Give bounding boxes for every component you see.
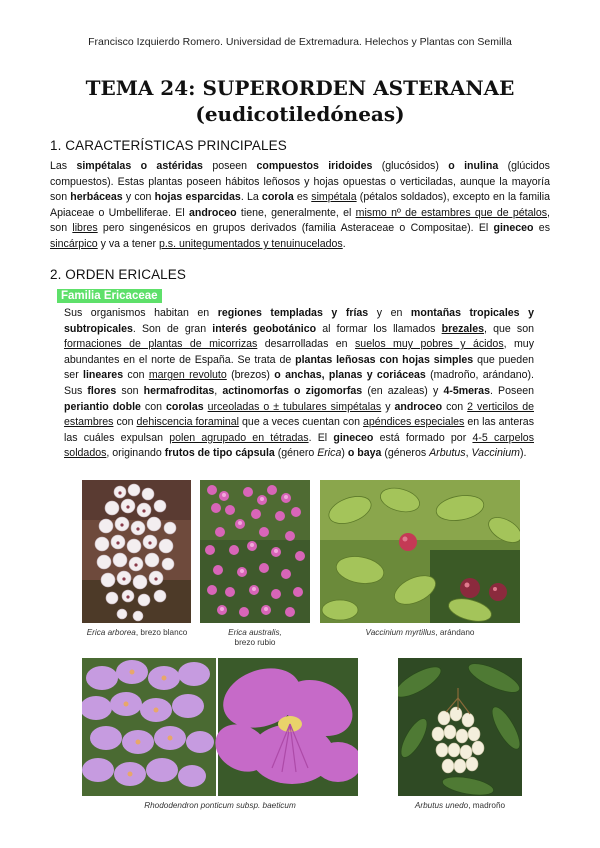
- section-1-paragraph: Las simpétalas o astéridas poseen compuestos iridoides (glucósidos) o inulina (glúcidos compuestos). Estas plantas poseen hábitos leñosos y hojas opuestas o verticiladas, aunque la mayoría son herbáceas y con hojas esparcidas. La corola es simpétala (pétalos soldados), excepto en la familia Apiaceae o Umbelliferae. El androceo tiene, generalmente, el mismo nº de estambres que de pétalos, son libres pero singenésicos en grupos derivados (familia Asteraceae o Compositae). El gineceo es sincárpico y va a tener p.s. unitegumentados y tenuinucelados.: [50, 160, 550, 250]
- photo-rhododendron-ponticum: [82, 658, 358, 796]
- family-label: Familia Ericaceae: [57, 289, 162, 303]
- photo-erica-australis: [200, 480, 310, 623]
- photo-erica-arborea: [82, 480, 191, 623]
- section-1-heading: 1. CARACTERÍSTICAS PRINCIPALES: [50, 138, 287, 153]
- photo-arbutus-unedo: [398, 658, 522, 796]
- caption-erica-australis: Erica australis, brezo rubio: [228, 628, 282, 647]
- title-line-2: (eudicotiledóneas): [195, 102, 405, 126]
- caption-erica-arborea: Erica arborea, brezo blanco: [86, 628, 188, 637]
- caption-vaccinium-myrtillus: Vaccinium myrtillus, arándano: [365, 628, 475, 637]
- caption-rhododendron-ponticum: Rhododendron ponticum subsp. baeticum: [144, 801, 296, 810]
- title-line-1: TEMA 24: SUPERORDEN ASTERANAE: [85, 76, 515, 100]
- caption-arbutus-unedo: Arbutus unedo, madroño: [414, 801, 506, 810]
- photo-vaccinium-myrtillus: [320, 480, 520, 623]
- section-2-paragraph: Sus organismos habitan en regiones templadas y frías y en montañas tropicales y subtropicales. Son de gran interés geobotánico al formar los llamados brezales, que son formaciones de plantas de micorrizas desarrolladas en suelos muy pobres y ácidos, muy abundantes en el norte de España. Se trata de plantas leñosas con hojas simples que pueden ser lineares con margen revoluto (brezos) o anchas, planas y coriáceas (madroño, arándano). Sus flores son hermafroditas, actinomorfas o zigomorfas (en azaleas) y 4-5meras. Poseen periantio doble con corolas urceoladas o ± tubulares simpétalas y androceo con 2 verticilos de estambres con dehiscencia foraminal que a veces cuentan con apéndices especiales en las anteras las cuáles expulsan polen agrupado en tétradas. El gineceo está formado por 4-5 carpelos soldados, originando frutos de tipo cápsula (género Erica) o baya (géneros Arbutus, Vaccinium).: [64, 307, 534, 460]
- page-header: Francisco Izquierdo Romero. Universidad de Extremadura. Helechos y Plantas con Semilla: [88, 36, 512, 48]
- section-2-heading: 2. ORDEN ERICALES: [50, 267, 186, 282]
- page-title: [0, 75, 600, 127]
